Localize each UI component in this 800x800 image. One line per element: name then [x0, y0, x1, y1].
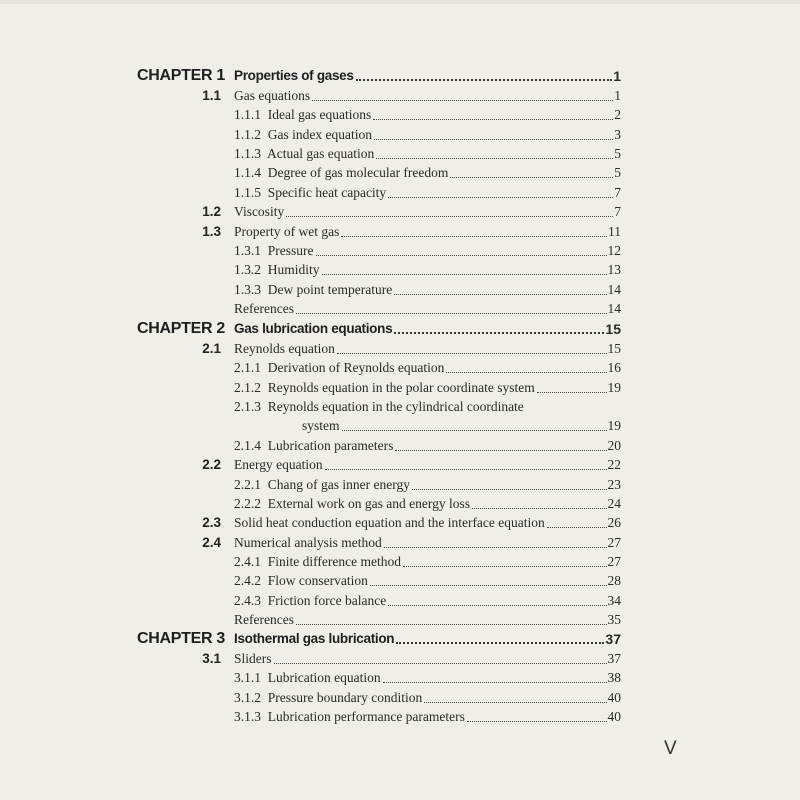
entry-page: 1: [614, 88, 621, 103]
entry-page: 28: [607, 573, 621, 589]
leader-dots: [356, 78, 613, 81]
chapter-title: Gas lubrication equations: [234, 321, 393, 336]
chapter-3-row[interactable]: [0, 629, 800, 649]
leader-dots: [316, 254, 607, 256]
entry-line: [234, 222, 621, 242]
entry-text: system: [302, 418, 340, 434]
leader-dots: [322, 273, 607, 275]
toc-entry[interactable]: [0, 86, 800, 106]
entry-page: 27: [607, 534, 621, 550]
toc-entry[interactable]: [0, 125, 800, 145]
entry-page: 5: [614, 165, 621, 181]
entry-line: [234, 552, 621, 572]
entry-line: [234, 707, 621, 727]
chapter-page: 37: [605, 631, 621, 647]
toc-entry[interactable]: [0, 436, 800, 456]
entry-page: 26: [607, 515, 621, 531]
entry-text: 2.2.1 Chang of gas inner energy: [234, 476, 410, 492]
entry-line: [234, 668, 621, 688]
entry-page: 23: [607, 476, 621, 492]
entry-page: 34: [607, 592, 621, 608]
entry-text: 1.1.2 Gas index equation: [234, 126, 372, 142]
section-number: 3.1: [202, 651, 221, 666]
chapter-2-row[interactable]: [0, 319, 800, 339]
entry-line: [234, 436, 621, 456]
entry-text: Gas equations: [234, 88, 311, 103]
leader-dots: [388, 196, 613, 198]
section-number: 2.4: [202, 534, 221, 550]
chapter-title: Isothermal gas lubrication: [234, 631, 395, 646]
leader-dots: [274, 662, 607, 664]
leader-dots: [394, 331, 604, 334]
entry-line: [234, 280, 621, 300]
leader-dots: [383, 681, 607, 683]
entry-page: 19: [607, 418, 621, 434]
entry-line: [234, 610, 621, 630]
entry-line: [234, 105, 621, 125]
chapter-title-line: [234, 319, 621, 339]
chapter-title: Properties of gases: [234, 68, 354, 83]
entry-page: 27: [607, 553, 621, 569]
entry-page: 2: [614, 107, 621, 123]
entry-text: 2.1.2 Reynolds equation in the polar coordinate system: [234, 379, 535, 395]
toc-entry[interactable]: [0, 299, 800, 319]
entry-line: [234, 86, 621, 106]
entry-page: 22: [607, 457, 621, 473]
entry-line: [234, 144, 621, 164]
leader-dots: [424, 701, 606, 703]
entry-text: Property of wet gas: [234, 223, 340, 239]
toc-entry[interactable]: [0, 513, 800, 533]
chapter-page: 1: [613, 68, 621, 84]
entry-line: [234, 397, 621, 417]
entry-text: 2.4.3 Friction force balance: [234, 592, 387, 608]
entry-text: Numerical analysis method: [234, 534, 382, 550]
chapter-label: CHAPTER 3: [137, 630, 225, 647]
toc-entry[interactable]: [0, 163, 800, 183]
chapter-label: CHAPTER 2: [137, 320, 225, 337]
leader-dots: [337, 352, 607, 354]
leader-dots: [394, 293, 606, 295]
leader-dots: [376, 157, 613, 159]
entry-text: 2.4.2 Flow conservation: [234, 573, 368, 589]
leader-dots: [312, 99, 613, 101]
entry-page: 12: [607, 242, 621, 258]
section-number: 2.1: [202, 341, 221, 356]
entry-line: [234, 241, 621, 261]
leader-dots: [296, 312, 607, 314]
toc-entry[interactable]: [0, 222, 800, 242]
entry-line: [234, 513, 621, 533]
entry-text: 2.1.3 Reynolds equation in the cylindrical coordinate: [234, 399, 524, 415]
leader-dots: [384, 546, 607, 548]
entry-text: 1.1.5 Specific heat capacity: [234, 184, 387, 200]
toc-entry[interactable]: [0, 241, 800, 261]
entry-line: [234, 202, 621, 222]
entry-page: 11: [608, 223, 621, 239]
entry-page: 7: [614, 184, 621, 200]
entry-page: 38: [607, 670, 621, 686]
entry-text: 1.3.1 Pressure: [234, 242, 314, 258]
entry-text: 3.1.1 Lubrication equation: [234, 670, 381, 686]
leader-dots: [388, 604, 606, 606]
section-number: 1.1: [202, 88, 221, 103]
toc-entry[interactable]: [0, 339, 800, 359]
leader-dots: [396, 641, 604, 644]
toc-entry[interactable]: [0, 260, 800, 280]
entry-text: Sliders: [234, 651, 272, 666]
leader-dots: [370, 584, 607, 586]
leader-dots: [467, 720, 607, 722]
entry-page: 40: [607, 689, 621, 705]
entry-text: 1.3.2 Humidity: [234, 262, 320, 278]
leader-dots: [412, 488, 607, 490]
entry-page: 5: [614, 146, 621, 162]
toc-entry[interactable]: [0, 144, 800, 164]
chapter-page: 15: [605, 321, 621, 337]
entry-text: 1.3.3 Dew point temperature: [234, 281, 393, 297]
toc-entry[interactable]: [0, 571, 800, 591]
entry-line: [234, 339, 621, 359]
leader-dots: [296, 623, 607, 625]
entry-page: 13: [607, 262, 621, 278]
entry-text: 1.1.4 Degree of gas molecular freedom: [234, 165, 449, 181]
entry-text: 3.1.3 Lubrication performance parameters: [234, 709, 465, 724]
leader-dots: [472, 507, 607, 509]
leader-dots: [374, 138, 613, 140]
entry-page: 37: [607, 651, 621, 666]
toc-entry[interactable]: [0, 280, 800, 300]
show-through-text: [150, 4, 153, 18]
entry-line: [234, 125, 621, 145]
toc-entry[interactable]: [0, 183, 800, 203]
section-number: 2.3: [202, 515, 221, 531]
entry-text: 2.1.4 Lubrication parameters: [234, 437, 394, 453]
leader-dots: [446, 371, 606, 373]
toc-entry[interactable]: [0, 202, 800, 222]
entry-line: [302, 416, 621, 436]
toc-entry[interactable]: [0, 378, 800, 398]
entry-line: [234, 533, 621, 553]
entry-line: [234, 649, 621, 669]
entry-text: 1.1.3 Actual gas equation: [234, 146, 375, 162]
toc-entry[interactable]: [0, 475, 800, 495]
entry-page: 14: [607, 281, 621, 297]
chapter-1-row[interactable]: [0, 66, 800, 86]
entry-text: Reynolds equation: [234, 341, 335, 356]
entry-line: [234, 163, 621, 183]
entry-line: [234, 299, 621, 319]
entry-line: [234, 183, 621, 203]
entry-text: 2.2.2 External work on gas and energy loss: [234, 495, 470, 511]
entry-line: [234, 260, 621, 280]
leader-dots: [450, 176, 613, 178]
entry-line: [234, 688, 621, 708]
entry-text: 2.1.1 Derivation of Reynolds equation: [234, 360, 445, 376]
toc-entry[interactable]: [0, 358, 800, 378]
entry-text: 2.4.1 Finite difference method: [234, 553, 401, 569]
leader-dots: [395, 449, 606, 451]
page-top-edge: [0, 0, 800, 4]
entry-line: [234, 455, 621, 475]
leader-dots: [286, 215, 613, 217]
chapter-label: CHAPTER 1: [137, 67, 225, 84]
leader-dots: [342, 429, 607, 431]
leader-dots: [547, 526, 607, 528]
toc-entry[interactable]: [0, 688, 800, 708]
entry-page: 19: [607, 379, 621, 395]
entry-text: References: [234, 611, 294, 627]
section-number: 2.2: [202, 457, 221, 473]
entry-page: 20: [607, 437, 621, 453]
page-folio: V: [664, 738, 677, 759]
toc-entry[interactable]: [0, 494, 800, 514]
entry-page: 14: [607, 300, 621, 316]
toc-entry[interactable]: [0, 591, 800, 611]
toc-entry[interactable]: [0, 649, 800, 669]
entry-page: 24: [607, 495, 621, 511]
toc-entry[interactable]: [0, 416, 800, 436]
leader-dots: [373, 118, 613, 120]
entry-page: 16: [607, 360, 621, 376]
entry-text: Energy equation: [234, 457, 323, 473]
leader-dots: [537, 391, 607, 393]
entry-page: 7: [614, 204, 621, 220]
entry-page: 40: [607, 709, 621, 724]
chapter-title-line: [234, 66, 621, 86]
toc-entry[interactable]: [0, 455, 800, 475]
entry-line: [234, 494, 621, 514]
leader-dots: [325, 468, 607, 470]
entry-text: References: [234, 300, 294, 316]
entry-line: [234, 475, 621, 495]
toc-entry[interactable]: [0, 552, 800, 572]
entry-text: Viscosity: [234, 204, 285, 220]
toc-entry[interactable]: [0, 707, 800, 727]
toc-entry[interactable]: [0, 397, 800, 417]
leader-dots: [341, 235, 607, 237]
chapter-title-line: [234, 629, 621, 649]
entry-text: 1.1.1 Ideal gas equations: [234, 107, 372, 123]
entry-line: [234, 591, 621, 611]
entry-line: [234, 358, 621, 378]
toc-entry[interactable]: [0, 105, 800, 125]
entry-page: 15: [607, 341, 621, 356]
toc-entry[interactable]: [0, 668, 800, 688]
entry-text: 3.1.2 Pressure boundary condition: [234, 689, 423, 705]
entry-line: [234, 378, 621, 398]
entry-line: [234, 571, 621, 591]
section-number: 1.2: [202, 204, 221, 220]
section-number: 1.3: [202, 223, 221, 239]
entry-page: 3: [614, 126, 621, 142]
entry-page: 35: [607, 611, 621, 627]
toc-entry[interactable]: [0, 610, 800, 630]
toc-entry[interactable]: [0, 533, 800, 553]
entry-text: Solid heat conduction equation and the interface equation: [234, 515, 545, 531]
leader-dots: [403, 565, 607, 567]
